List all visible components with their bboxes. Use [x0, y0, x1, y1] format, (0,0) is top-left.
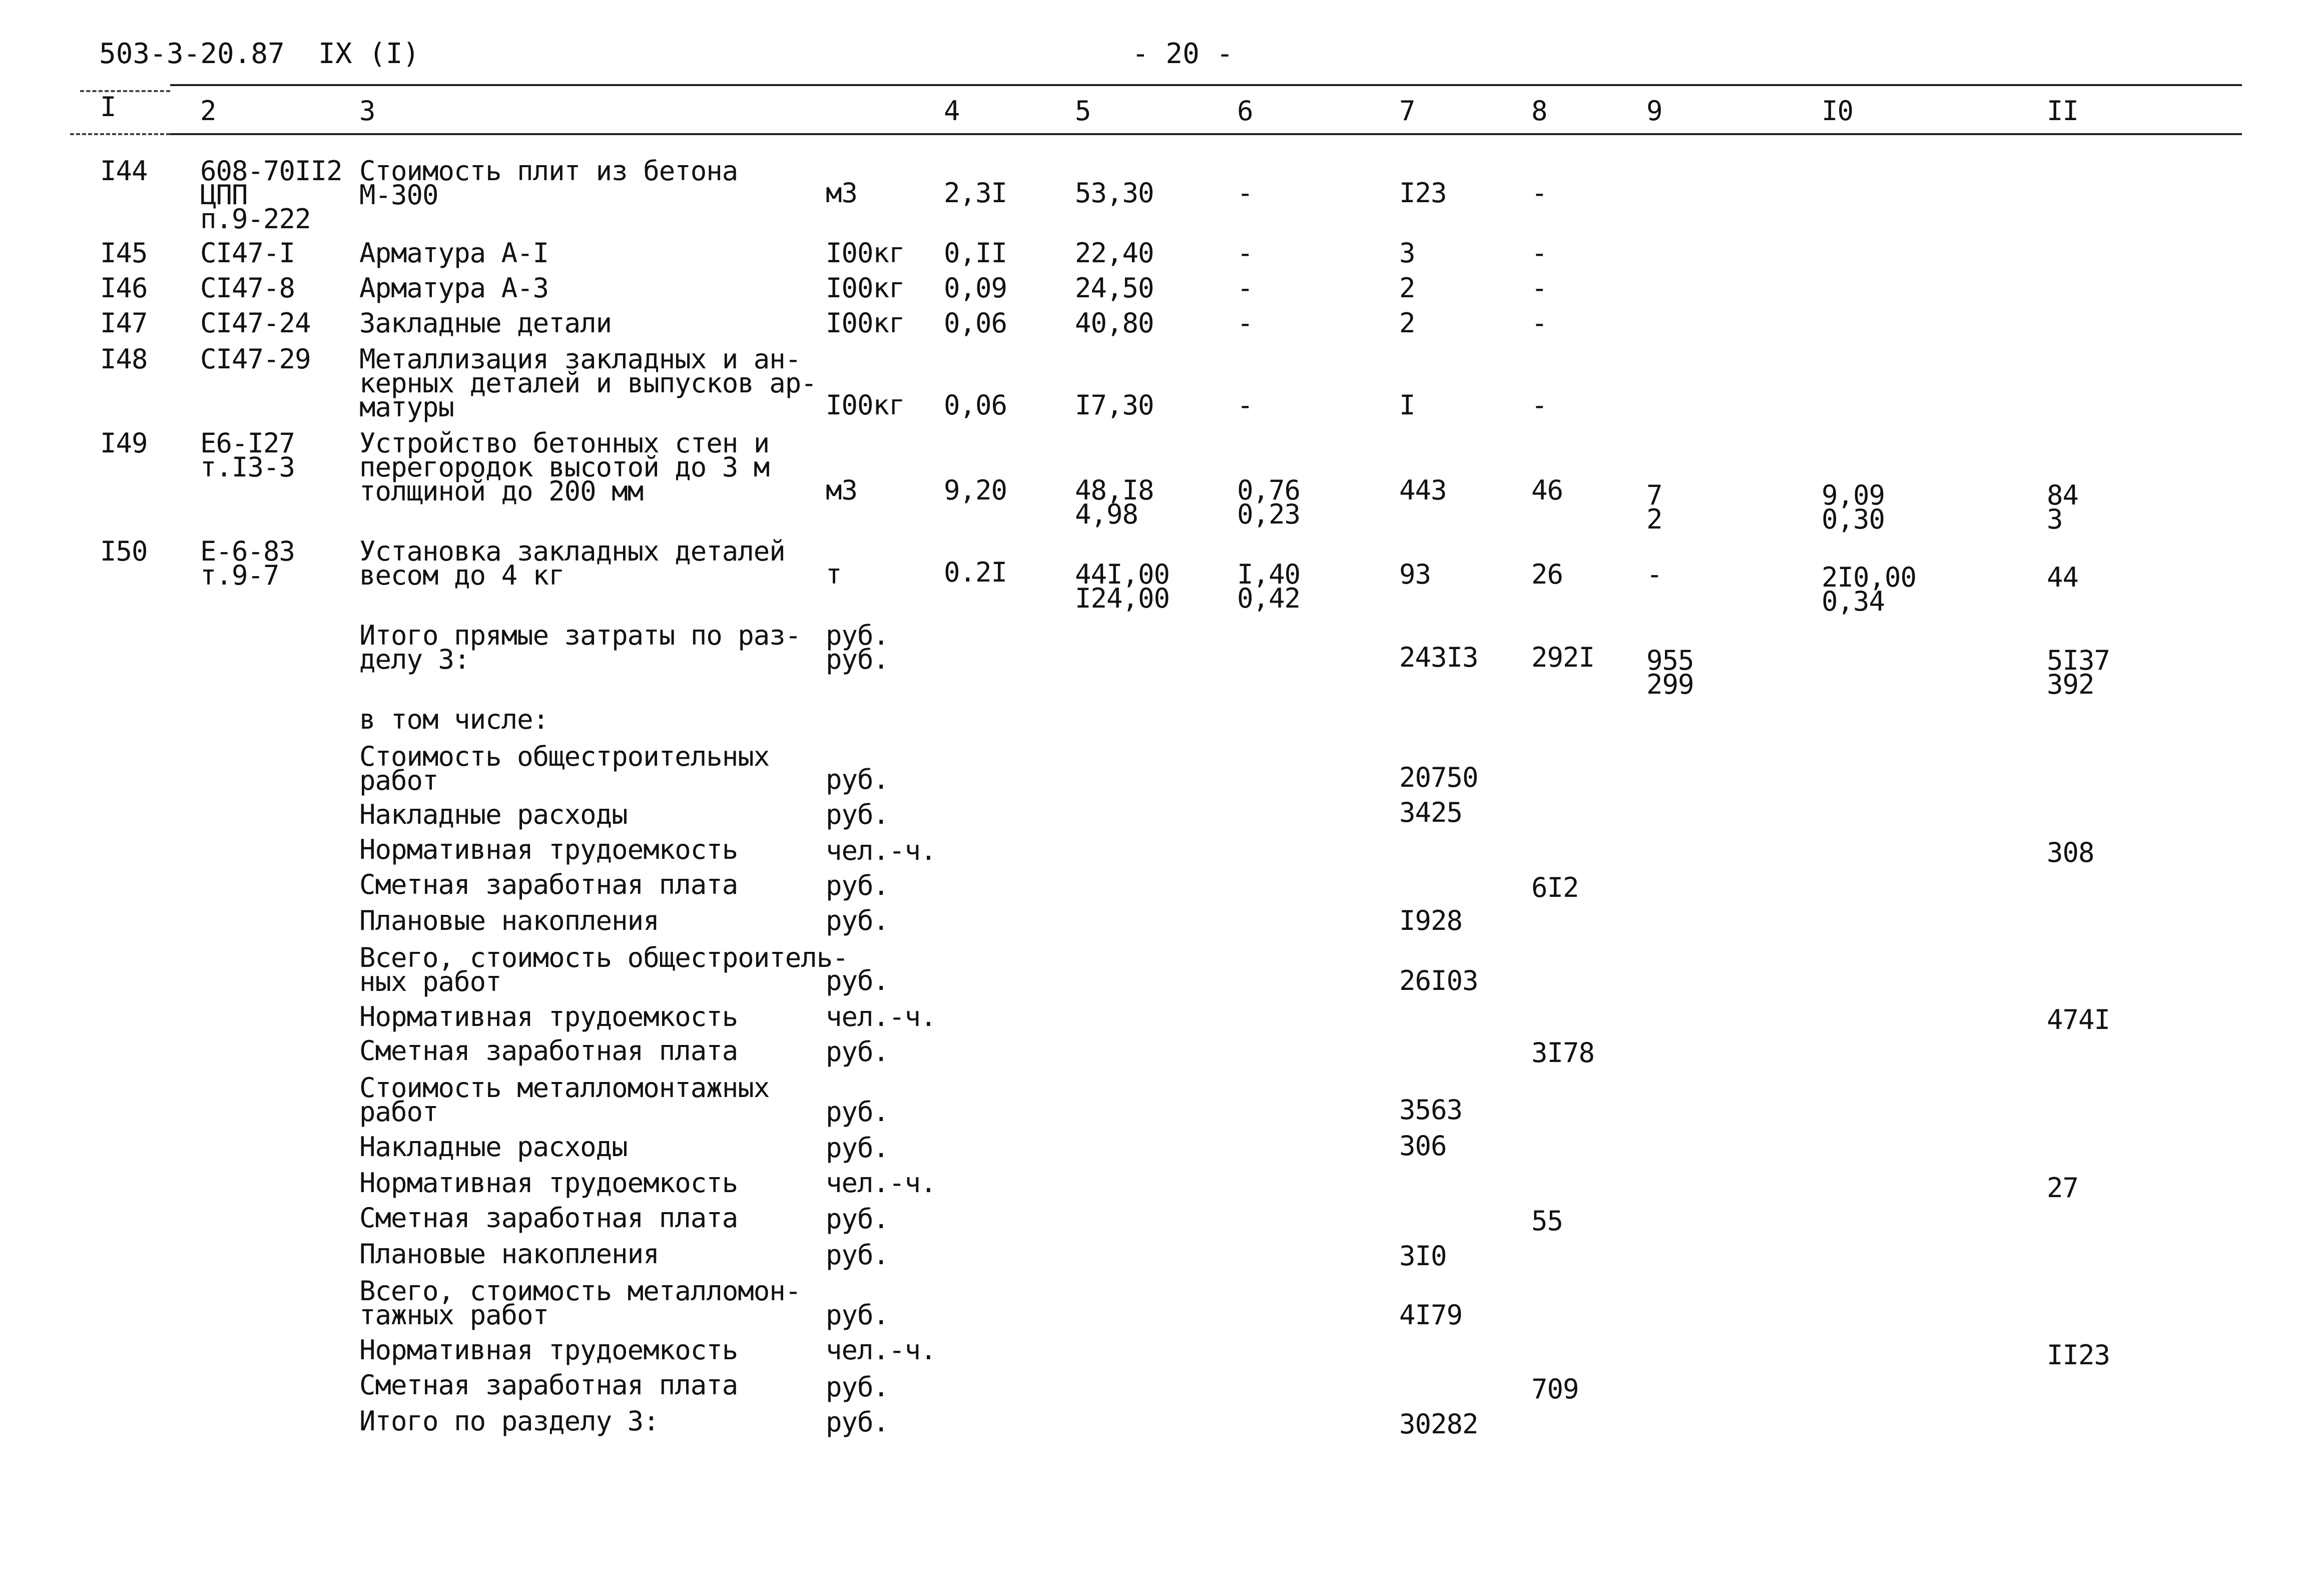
- row-col7: 93: [1399, 559, 1431, 590]
- summary-line-unit: руб.: [826, 1239, 889, 1271]
- summary-line-unit: руб.: [826, 1036, 889, 1068]
- row-col8: -: [1531, 389, 1547, 421]
- row-number: I49: [100, 427, 148, 459]
- row-col7: 2: [1399, 272, 1415, 304]
- column-header-7: 7: [1399, 95, 1415, 127]
- row-unit: I00кг: [826, 237, 905, 269]
- summary-line-unit: руб.: [826, 1132, 889, 1164]
- row-name: Арматура А-I: [359, 237, 549, 269]
- summary-line-col7: 26I03: [1399, 965, 1478, 996]
- summary-line-label: Нормативная трудоемкость: [359, 1334, 738, 1366]
- summary-line-unit: руб.: [826, 1203, 889, 1235]
- summary-line-unit: руб.: [826, 905, 889, 936]
- row-col8: -: [1531, 237, 1547, 269]
- summary-line-unit: руб.: [826, 764, 889, 795]
- summary-section-total-label: Итого по разделу 3:: [359, 1405, 659, 1437]
- row-col5: 48,I8 4,98: [1075, 474, 1154, 530]
- row-col6: -: [1237, 177, 1253, 209]
- row-name: Закладные детали: [359, 307, 612, 339]
- row-col5: 24,50: [1075, 272, 1154, 304]
- row-col4: 2,3I: [944, 177, 1007, 209]
- column-header-1: I: [100, 91, 116, 123]
- row-col6: -: [1237, 307, 1253, 339]
- row-unit: т: [826, 559, 842, 590]
- row-unit: м3: [826, 177, 858, 209]
- row-col11: 44: [2047, 562, 2079, 593]
- row-col6: 0,76 0,23: [1237, 474, 1301, 530]
- summary-line-col8: 6I2: [1531, 872, 1579, 903]
- row-col6: -: [1237, 237, 1253, 269]
- row-col9: 7 2: [1646, 479, 1662, 535]
- row-col4: 0,06: [944, 307, 1007, 339]
- row-col6: -: [1237, 272, 1253, 304]
- row-number: I46: [100, 272, 148, 304]
- summary-line-col8: 3I78: [1531, 1037, 1595, 1069]
- summary-line-col8: 709: [1531, 1373, 1579, 1405]
- row-code: Е-6-83 т.9-7: [200, 536, 295, 591]
- row-col5: I7,30: [1075, 389, 1154, 421]
- summary-line-unit: чел.-ч.: [826, 835, 936, 866]
- row-number: I50: [100, 536, 148, 567]
- row-code: СI47-I: [200, 237, 295, 269]
- summary-line-label: Сметная заработная плата: [359, 1369, 738, 1401]
- table-top-rule: [170, 84, 2242, 86]
- summary-line-col8: 55: [1531, 1205, 1563, 1237]
- column-header-5: 5: [1075, 95, 1091, 127]
- summary-line-label: Нормативная трудоемкость: [359, 834, 738, 865]
- row-name: Металлизация закладных и ан- керных деталей и выпусков ар- матуры: [359, 343, 817, 423]
- summary-line-col11: 308: [2047, 837, 2094, 868]
- page-number: - 20 -: [1132, 38, 1234, 70]
- row-col7: 2: [1399, 307, 1415, 339]
- row-col7: 443: [1399, 474, 1447, 506]
- summary-line-unit: руб.: [826, 965, 889, 996]
- row-col5: 53,30: [1075, 177, 1154, 209]
- summary-total-direct-col9: 955 299: [1646, 645, 1694, 700]
- row-col8: -: [1531, 177, 1547, 209]
- summary-line-label: Всего, стоимость общестроитель- ных работ: [359, 942, 848, 997]
- summary-section-total-unit: руб.: [826, 1406, 889, 1438]
- row-unit: I00кг: [826, 389, 905, 421]
- summary-line-unit: чел.-ч.: [826, 1167, 936, 1199]
- row-code: СI47-24: [200, 307, 311, 339]
- row-col7: 3: [1399, 237, 1415, 269]
- column-header-10: I0: [1822, 95, 1854, 127]
- row-col8: 46: [1531, 474, 1563, 506]
- summary-line-label: Стоимость общестроительных работ: [359, 741, 770, 796]
- summary-line-unit: руб.: [826, 799, 889, 830]
- column-header-3: 3: [359, 95, 375, 127]
- summary-line-col11: II23: [2047, 1339, 2110, 1371]
- row-col9: -: [1646, 559, 1662, 590]
- row-code: Е6-I27 т.I3-3: [200, 427, 295, 483]
- summary-line-label: Плановые накопления: [359, 905, 659, 936]
- summary-line-label: Нормативная трудоемкость: [359, 1167, 738, 1199]
- column-header-8: 8: [1531, 95, 1547, 127]
- row-col4: 0,II: [944, 237, 1007, 269]
- row-number: I44: [100, 155, 148, 187]
- section-number: IX (I): [318, 38, 420, 70]
- row-col4: 0,09: [944, 272, 1007, 304]
- summary-line-unit: руб.: [826, 870, 889, 901]
- summary-line-label: Сметная заработная плата: [359, 1202, 738, 1234]
- row-col4: 0.2I: [944, 557, 1007, 588]
- summary-line-col7: 306: [1399, 1130, 1447, 1162]
- column-header-4: 4: [944, 95, 960, 127]
- summary-line-label: Сметная заработная плата: [359, 869, 738, 900]
- doc-code: 503-3-20.87: [99, 38, 285, 70]
- summary-total-direct-col8: 292I: [1531, 642, 1595, 673]
- summary-line-col7: 3I0: [1399, 1240, 1447, 1272]
- row-col5: 22,40: [1075, 237, 1154, 269]
- table-top-rule-left: [80, 90, 170, 92]
- summary-line-col7: I928: [1399, 905, 1463, 936]
- row-col8: -: [1531, 272, 1547, 304]
- summary-line-col7: 4I79: [1399, 1299, 1463, 1331]
- row-name: Арматура А-3: [359, 272, 549, 304]
- summary-line-col7: 3425: [1399, 797, 1463, 828]
- summary-line-col7: 20750: [1399, 762, 1478, 793]
- header-bottom-rule-left: [70, 133, 170, 135]
- column-header-9: 9: [1646, 95, 1662, 127]
- summary-section-total-col7: 30282: [1399, 1408, 1478, 1440]
- summary-line-label: Накладные расходы: [359, 799, 628, 830]
- row-name: Стоимость плит из бетона М-300: [359, 155, 738, 211]
- column-header-11: II: [2047, 95, 2079, 127]
- summary-line-label: Сметная заработная плата: [359, 1035, 738, 1067]
- row-col8: -: [1531, 307, 1547, 339]
- row-code: СI47-29: [200, 343, 311, 375]
- row-col4: 0,06: [944, 389, 1007, 421]
- row-code: 608-70II2 ЦПП п.9-222: [200, 155, 342, 235]
- summary-total-direct-col7: 243I3: [1399, 642, 1478, 673]
- row-col10: 2I0,00 0,34: [1822, 562, 1917, 617]
- summary-line-col11: 27: [2047, 1172, 2079, 1204]
- row-number: I45: [100, 237, 148, 269]
- summary-line-label: Плановые накопления: [359, 1238, 659, 1270]
- summary-total-direct-unit: руб. руб.: [826, 620, 889, 675]
- summary-line-label: Нормативная трудоемкость: [359, 1001, 738, 1032]
- row-col6: -: [1237, 389, 1253, 421]
- row-col8: 26: [1531, 559, 1563, 590]
- row-col11: 84 3: [2047, 479, 2079, 535]
- summary-line-label: Накладные расходы: [359, 1131, 628, 1163]
- row-number: I47: [100, 307, 148, 339]
- summary-including-label: в том числе:: [359, 704, 549, 735]
- column-header-2: 2: [200, 95, 216, 127]
- row-col6: I,40 0,42: [1237, 559, 1301, 614]
- summary-total-direct-label: Итого прямые затраты по раз- делу 3:: [359, 620, 801, 675]
- summary-line-col7: 3563: [1399, 1094, 1463, 1126]
- row-unit: I00кг: [826, 272, 905, 304]
- summary-line-unit: руб.: [826, 1299, 889, 1331]
- row-col10: 9,09 0,30: [1822, 479, 1885, 535]
- summary-line-unit: чел.-ч.: [826, 1001, 936, 1032]
- row-col5: 44I,00 I24,00: [1075, 559, 1170, 614]
- summary-total-direct-col11: 5I37 392: [2047, 645, 2110, 700]
- summary-line-unit: руб.: [826, 1096, 889, 1128]
- row-unit: I00кг: [826, 307, 905, 339]
- summary-line-label: Всего, стоимость металломон- тажных работ: [359, 1275, 801, 1331]
- summary-line-unit: руб.: [826, 1371, 889, 1403]
- row-name: Установка закладных деталей весом до 4 кг: [359, 536, 785, 591]
- row-col4: 9,20: [944, 474, 1007, 506]
- row-number: I48: [100, 343, 148, 375]
- header-bottom-rule: [170, 133, 2242, 135]
- row-code: СI47-8: [200, 272, 295, 304]
- row-col5: 40,80: [1075, 307, 1154, 339]
- row-col7: I23: [1399, 177, 1447, 209]
- summary-line-unit: чел.-ч.: [826, 1334, 936, 1366]
- summary-line-label: Стоимость металломонтажных работ: [359, 1072, 770, 1128]
- column-header-6: 6: [1237, 95, 1253, 127]
- row-col7: I: [1399, 389, 1415, 421]
- row-unit: м3: [826, 474, 858, 506]
- row-name: Устройство бетонных стен и перегородок высотой до 3 м толщиной до 200 мм: [359, 427, 770, 507]
- summary-line-col11: 474I: [2047, 1004, 2110, 1035]
